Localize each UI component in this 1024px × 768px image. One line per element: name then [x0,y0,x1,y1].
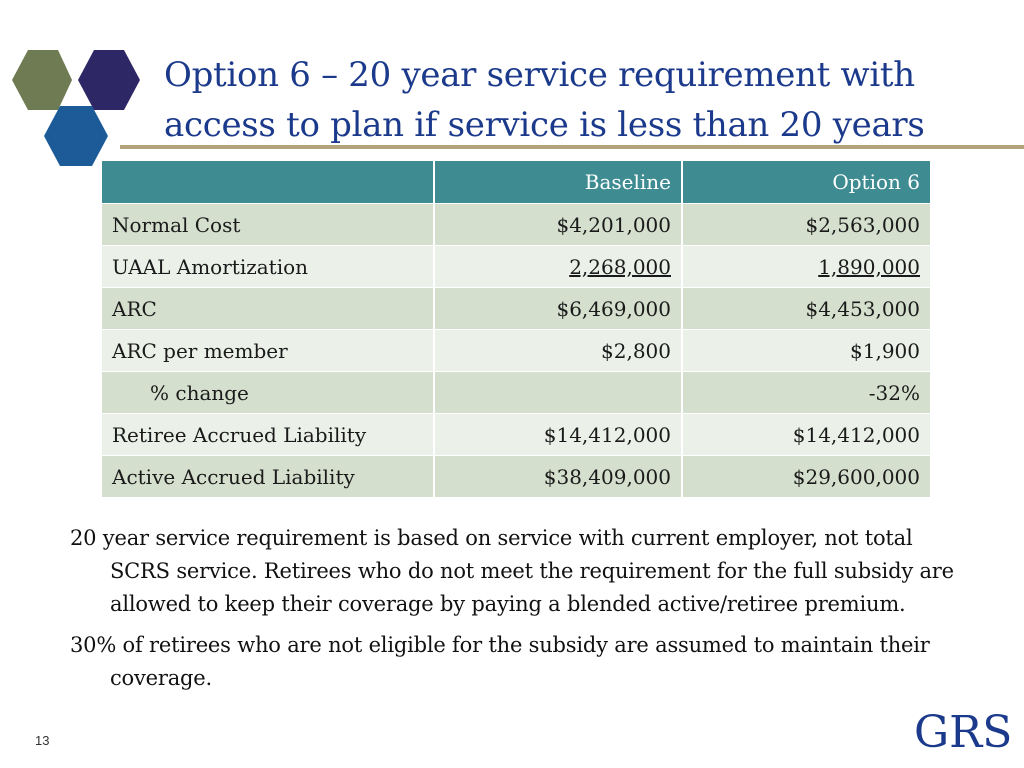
option6-value: 1,890,000 [818,254,920,279]
table-row [102,330,930,372]
table-header-row [102,161,930,204]
table-row [102,372,930,414]
row-label: UAAL Amortization [102,246,434,288]
cost-comparison-table [102,161,930,498]
page-number: 13 [35,733,50,748]
row-label: Normal Cost [102,204,434,246]
baseline-value [434,372,682,414]
page-title [164,50,984,150]
baseline-value: $38,409,000 [434,456,682,498]
baseline-value: 2,268,000 [569,254,671,279]
blue-hexagon [44,106,108,166]
table-row [102,456,930,498]
row-label: Active Accrued Liability [102,456,434,498]
grs-logo: GRS [914,707,1013,758]
purple-hexagon [78,50,140,110]
baseline-value: $14,412,000 [434,414,682,456]
option6-value: $1,900 [682,330,930,372]
olive-hexagon [12,50,72,110]
table-row [102,204,930,246]
baseline-value: $2,800 [434,330,682,372]
header-option-6: Option 6 [682,161,930,204]
baseline-value: $6,469,000 [434,288,682,330]
table-row [102,246,930,288]
notes-section [70,522,970,703]
header-blank [102,161,434,204]
option6-value: $2,563,000 [682,204,930,246]
note-paragraph: 30% of retirees who are not eligible for the subsidy are assumed to maintain their coverage. [70,633,930,690]
option6-value: $29,600,000 [682,456,930,498]
row-label: ARC [102,288,434,330]
note-paragraph: 20 year service requirement is based on service with current employer, not total SCRS service. Retirees who do not meet the requirement for the full subsidy are allowed to keep their coverage by paying a blended active/retiree premium. [70,526,954,616]
option6-value: $14,412,000 [682,414,930,456]
title-line-1: Option 6 – 20 year service requirement with [164,55,915,95]
option6-value: -32% [682,372,930,414]
row-label: ARC per member [102,330,434,372]
title-line-2: access to plan if service is less than 20 years [164,105,925,145]
table-row [102,414,930,456]
baseline-value: $4,201,000 [434,204,682,246]
row-label: % change [102,372,434,414]
title-divider [120,145,1024,149]
hexagon-logo-icon [0,40,150,170]
header-baseline: Baseline [434,161,682,204]
row-label: Retiree Accrued Liability [102,414,434,456]
table-row [102,288,930,330]
option6-value: $4,453,000 [682,288,930,330]
